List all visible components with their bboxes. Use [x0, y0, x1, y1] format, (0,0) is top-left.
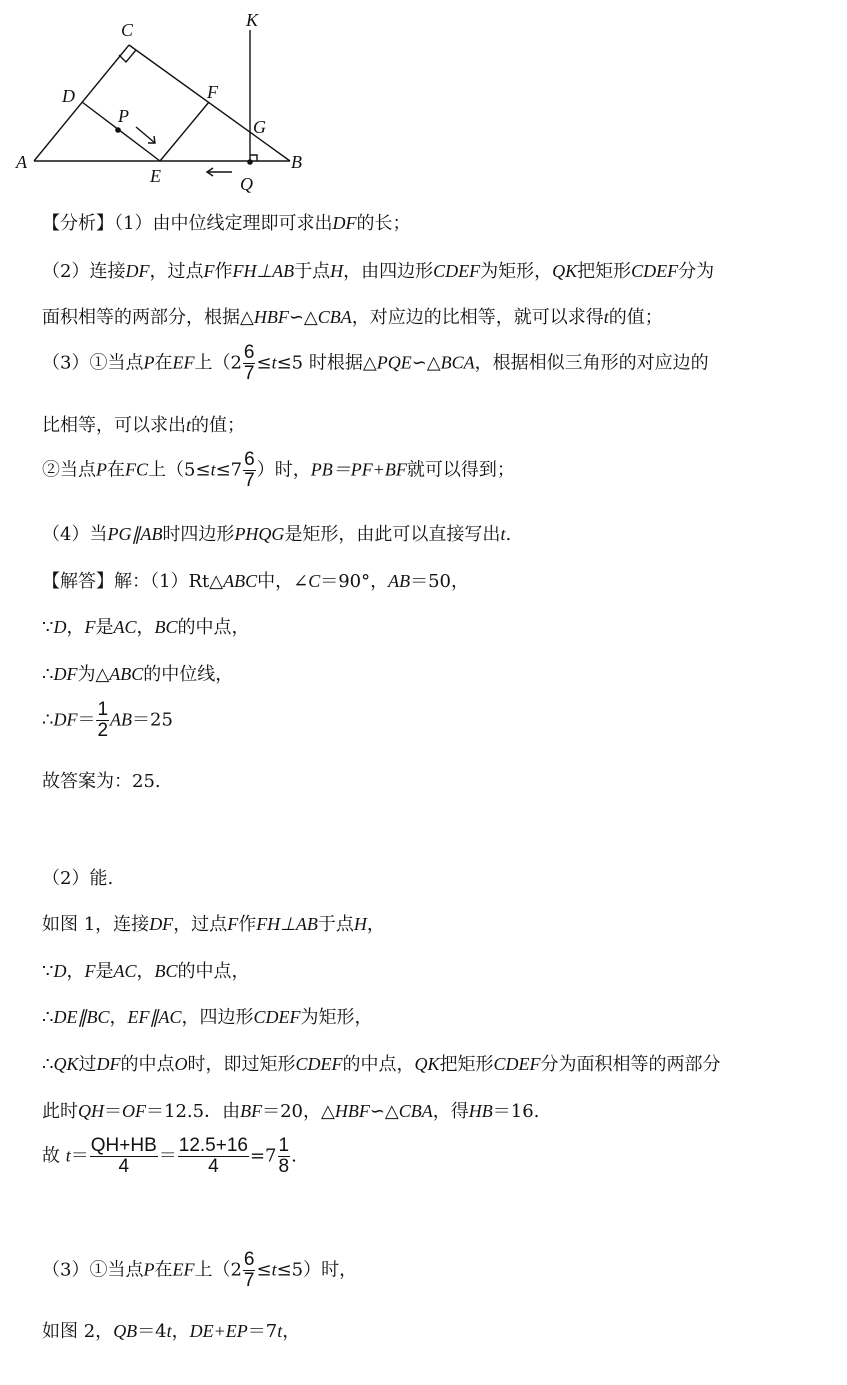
part2-line-2: 如图 1，连接DF，过点F作FH⊥AB于点H， [42, 914, 385, 935]
part2-line-7: 故 t＝ $\frac{QH+HB}{4}$ ＝ $\frac{12.5+16}{4}$ =7 $\frac{1}{8}$ . [42, 1135, 297, 1177]
analysis-heading: 【分析】 [42, 213, 114, 234]
label-d: D [62, 86, 75, 106]
label-e: E [150, 166, 161, 186]
fraction-qh-hb: $\frac{QH+HB}{4}$ [90, 1135, 157, 1177]
solution-heading: 【解答】 [42, 571, 114, 592]
label-b: B [291, 152, 302, 172]
label-k: K [246, 10, 259, 30]
analysis-line-4: （3）①当点P在EF上（2 $\frac{6}{7}$ ≤t≤5 时根据△PQE∽△BCA，根据相似三角形的对应边的 [42, 342, 709, 384]
label-a: A [16, 152, 27, 172]
fraction-value: $\frac{12.5+16}{4}$ [178, 1135, 248, 1177]
part2-line-1: （2）能. [42, 868, 114, 889]
part2-line-4: ∴DE∥BC，EF∥AC，四边形CDEF为矩形， [42, 1007, 373, 1028]
analysis-line-1: 【分析】（1）由中位线定理即可求出DF的长； [42, 213, 411, 234]
label-f: F [207, 82, 218, 102]
fraction-six-sevenths: $\frac{6}{7}$ [243, 342, 255, 384]
part3-line-2: 如图 2，QB＝4t，DE+EP＝7t， [42, 1321, 301, 1342]
part2-line-6: 此时QH＝OF＝12.5．由BF＝20，△HBF∽△CBA，得HB＝16. [42, 1101, 540, 1122]
solution-line-5: 故答案为：25. [42, 771, 161, 792]
solution-line-3: ∴DF为△ABC的中位线， [42, 664, 234, 685]
part3-line-1: （3）①当点P在EF上（2 $\frac{6}{7}$ ≤t≤5）时， [42, 1249, 358, 1291]
label-g: G [253, 117, 266, 137]
fraction-six-sevenths-2: $\frac{6}{7}$ [244, 449, 255, 491]
label-q: Q [240, 174, 253, 194]
side-ac [34, 45, 129, 161]
fraction-six-sevenths-3: $\frac{6}{7}$ [243, 1249, 255, 1291]
part2-line-3: ∵D，F是AC，BC的中点， [42, 961, 250, 982]
analysis-line-3: 面积相等的两部分，根据△HBF∽△CBA，对应边的比相等，就可以求得t的值； [42, 307, 663, 328]
fraction-one-half: $\frac{1}{2}$ [97, 699, 109, 741]
solution-line-1: 【解答】解：（1）Rt△ABC中，∠C＝90°，AB＝50， [42, 571, 470, 592]
analysis-line-2: （2）连接DF，过点F作FH⊥AB于点H，由四边形CDEF为矩形，QK把矩形CDEF分为 [42, 261, 715, 282]
point-p [115, 127, 121, 133]
fraction-one-eighth: $\frac{1}{8}$ [278, 1135, 290, 1177]
analysis-line-7: （4）当PG∥AB时四边形PHQG是矩形，由此可以直接写出t. [42, 524, 512, 545]
label-c: C [121, 20, 134, 40]
solution-line-4: ∴DF＝ $\frac{1}{2}$ AB＝25 [42, 699, 173, 741]
point-q [247, 159, 253, 165]
analysis-line-5: 比相等，可以求出t的值； [42, 415, 246, 436]
arrow-p-shaft [136, 127, 155, 143]
label-p: P [118, 106, 129, 126]
right-angle-c [119, 50, 136, 62]
geometry-figure [0, 0, 330, 200]
part2-line-5: ∴QK过DF的中点O时，即过矩形CDEF的中点，QK把矩形CDEF分为面积相等的两部分 [42, 1054, 721, 1075]
analysis-line-6: ②当点P在FC上（5≤t≤7 $\frac{6}{7}$ ）时，PB＝PF+BF就可以得到； [42, 449, 515, 491]
solution-line-2: ∵D，F是AC，BC的中点， [42, 617, 250, 638]
segment-ef [160, 102, 209, 161]
